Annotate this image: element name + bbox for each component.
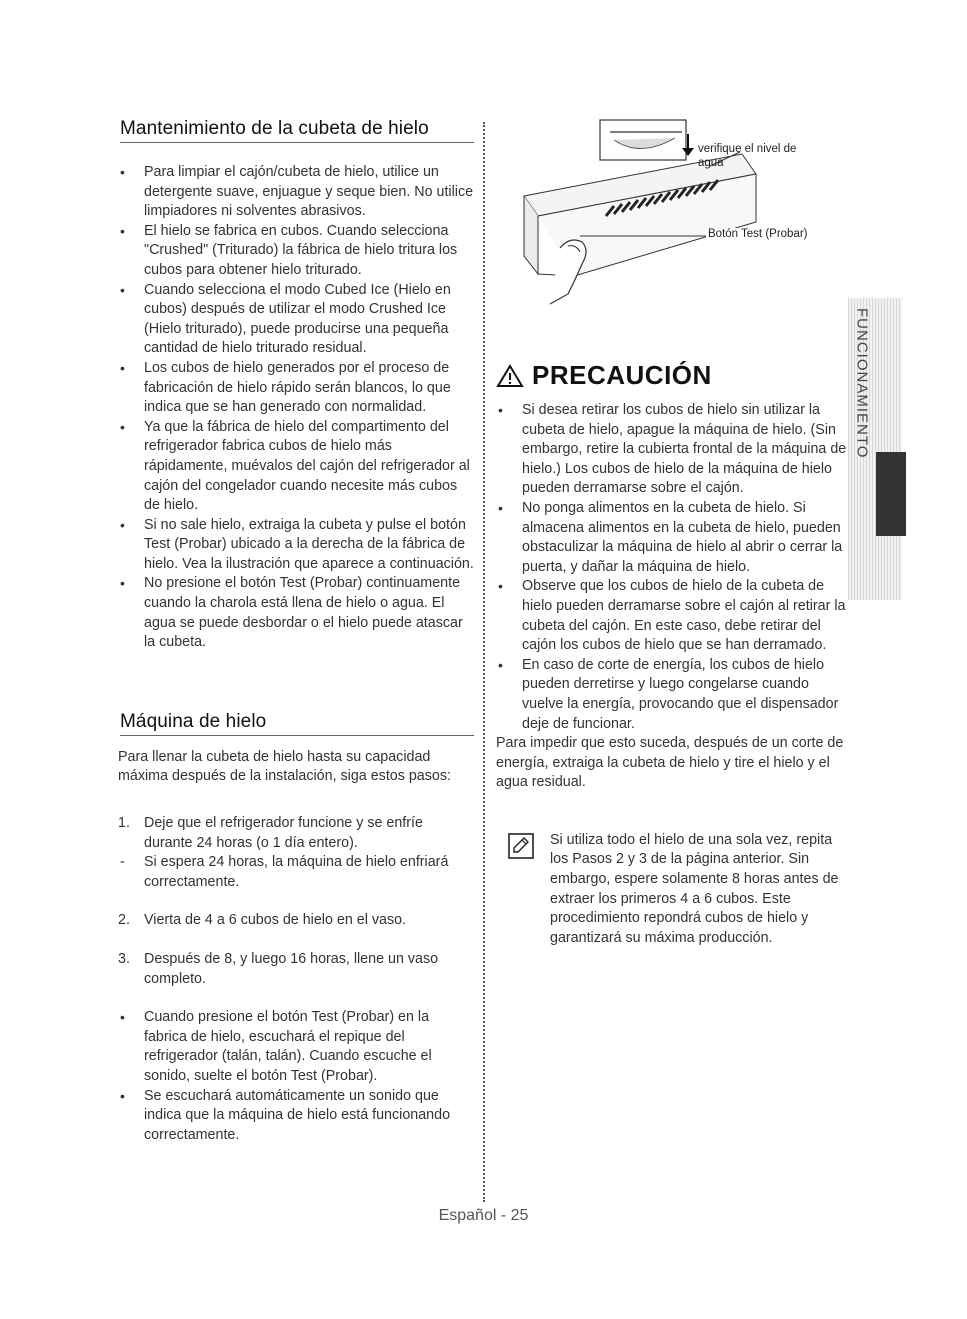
step-number: 2. — [118, 912, 130, 929]
side-tab-label: FUNCIONAMIENTO — [853, 308, 871, 459]
list-item: • No presione el botón Test (Probar) continuamente cuando la charola está llena de hielo o agua. El agua se puede desbordar o el hielo puede atascar la cubeta. — [118, 574, 474, 652]
list-item: • El hielo se fabrica en cubos. Cuando selecciona "Crushed" (Triturado) la fábrica de hielo tritura los cubos para obtener hielo triturado. — [118, 222, 474, 281]
caution-title: PRECAUCIÓN — [532, 360, 712, 390]
list-item: • Cuando presione el botón Test (Probar) en la fabrica de hielo, escuchará el repique del refrigerador (talán, talán). Cuando escuche el sonido, suelte el botón Test (Probar). — [118, 1008, 474, 1086]
caution-followup: Para impedir que esto suceda, después de un corte de energía, extraiga la cubeta de hielo y tire el hielo y el agua residual. — [496, 735, 844, 791]
side-tab-marker — [876, 452, 906, 536]
step-number: 1. — [118, 815, 130, 832]
list-item: • Si desea retirar los cubos de hielo sin utilizar la cubeta de hielo, apague la máquina de hielo. (Sin embargo, retire la cubierta frontal de la máquina de hielo.) Los cubos de hielo de la máquina de hielo pueden derramarse sobre el cajón. — [496, 401, 852, 499]
maintenance-title: Mantenimiento de la cubeta de hielo — [120, 118, 474, 143]
step-3 — [118, 950, 474, 989]
caution-list — [496, 401, 852, 734]
list-item: • Los cubos de hielo generados por el proceso de fabricación de hielo rápido serán blancos, lo que indica que se han generado con normalidad. — [118, 359, 474, 418]
warning-icon — [496, 364, 524, 388]
step-text: Después de 8, y luego 16 horas, llene un vaso completo. — [144, 951, 439, 987]
list-item: • En caso de corte de energía, los cubos de hielo pueden derretirse y luego congelarse cuando vuelve la energía, provocando que el dispensador deje de funcionar. — [496, 656, 852, 734]
caution-heading — [496, 360, 852, 391]
list-item: • Observe que los cubos de hielo de la cubeta de hielo pueden derramarse sobre el cajón al retirar la cubeta del cajón. En este caso, debe retirar del cajón los cubos de hielo que se han derramado. — [496, 577, 852, 655]
list-item: • Cuando selecciona el modo Cubed Ice (Hielo en cubos) después de utilizar el modo Crushed Ice (Hielo triturado), puede producirse una pequeña cantidad de hielo triturado residual. — [118, 281, 474, 359]
water-level-callout: verifique el nivel de agua — [698, 143, 797, 169]
step-1 — [118, 814, 474, 853]
list-item: • Si no sale hielo, extraiga la cubeta y pulse el botón Test (Probar) ubicado a la derecha de la fábrica de hielo. Vea la ilustración que aparece a continuación. — [118, 516, 474, 575]
step-number: 3. — [118, 951, 130, 967]
step-1-note — [118, 853, 474, 892]
list-item: • Ya que la fábrica de hielo del compartimento del refrigerador fabrica cubos de hielo más rápidamente, muévalos del cajón del refrigerador al cajón del congelador cuando necesite más cubos de hielo. — [118, 418, 474, 516]
note-icon — [508, 833, 534, 859]
list-item: • Se escuchará automáticamente un sonido que indica que la máquina de hielo está funcionando correctamente. — [118, 1087, 474, 1146]
note-box — [496, 831, 852, 949]
maintenance-list — [118, 163, 474, 653]
dash-marker: - — [120, 854, 125, 871]
icemaker-notes — [118, 1008, 474, 1145]
step-subtext: Si espera 24 horas, la máquina de hielo enfriará correctamente. — [144, 854, 449, 890]
right-column — [496, 360, 852, 948]
list-item: • No ponga alimentos en la cubeta de hielo. Si almacena alimentos en la cubeta de hielo, pueden obstaculizar la máquina de hielo al abrir o cerrar la puerta, y dañar la máquina de hielo. — [496, 499, 852, 577]
step-text: Vierta de 4 a 6 cubos de hielo en el vaso. — [144, 912, 407, 929]
page-number: Español - 25 — [438, 1207, 529, 1224]
test-button-callout: Botón Test (Probar) — [708, 228, 808, 240]
column-divider — [483, 122, 485, 1202]
note-text: Si utiliza todo el hielo de una sola vez, repita los Pasos 2 y 3 de la página anterior. Sin embargo, espere solamente 8 horas antes de extraer los primeros 4 a 6 cubos. Este procedimiento repondrá cubos de hielo y garantizará su máxima producción. — [550, 831, 839, 946]
step-2 — [118, 911, 474, 931]
icemaker-title: Máquina de hielo — [120, 711, 474, 736]
left-column — [118, 118, 474, 1145]
icemaker-illustration — [510, 118, 850, 308]
list-item: • Para limpiar el cajón/cubeta de hielo, utilice un detergente suave, enjuague y seque bien. No utilice limpiadores ni solventes abrasivos. — [118, 163, 474, 222]
icemaker-intro: Para llenar la cubeta de hielo hasta su capacidad máxima después de la instalación, siga estos pasos: — [118, 748, 451, 785]
step-text: Deje que el refrigerador funcione y se enfríe durante 24 horas (o 1 día entero). — [144, 815, 423, 851]
